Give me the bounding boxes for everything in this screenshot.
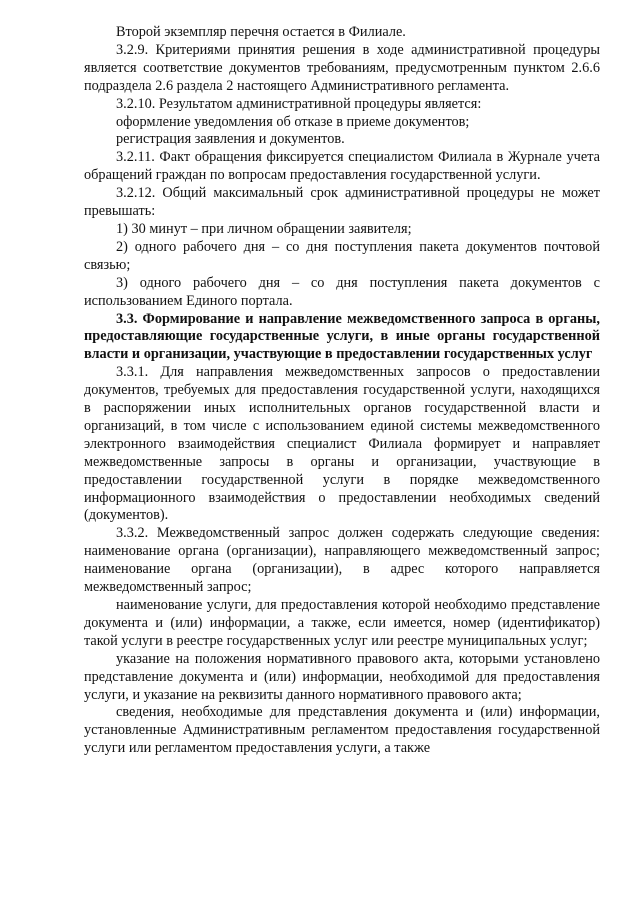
list-item-1: 1) 30 минут – при личном обращении заявителя; [116,220,412,237]
document-body [84,24,600,758]
paragraph-service-name: наименование услуги, для предоставления которой необходимо представление документа и (или) информации, а также, если имеется, номер (идентификатор) такой услуги в реестре государственных услуг или реестре муниципальных услуг; [84,597,600,649]
section-heading-3-3: 3.3. Формирование и направление межведомственного запроса в органы, предоставляющие государственные услуги, в иные органы государственной власти и организации, участвующие в предоставлении государственных услуг [84,310,600,363]
paragraph-3-2-10: 3.2.10. Результатом административной процедуры является: [116,95,482,112]
paragraph-refusal-notice: оформление уведомления об отказе в приеме документов; [116,113,470,130]
list-item-2: 2) одного рабочего дня – со дня поступления пакета документов почтовой связью; [84,238,600,273]
paragraph-3-3-1: 3.3.1. Для направления межведомственных запросов о предоставлении документов, требуемых для предоставления государственной услуги, находящихся в распоряжении иных исполнительных органов государственной власти и организаций, в том числе с использованием единой системы межведомственного электронного взаимодействия специалист Филиала формирует и направляет межведомственные запросы в органы и организации, участвующие в предоставлении государственной услуги в порядке межведомственного информационного взаимодействия о предоставлении необходимых сведений (документов). [84,364,600,524]
paragraph-3-2-12: 3.2.12. Общий максимальный срок административной процедуры не может превышать: [84,185,600,220]
paragraph-required-info: сведения, необходимые для представления документа и (или) информации, установленные Административным регламентом предоставления государственной услуги или регламентом предоставления услуги, а также [84,704,600,757]
paragraph-registration: регистрация заявления и документов. [116,131,345,148]
paragraph-3-2-9: 3.2.9. Критериями принятия решения в ходе административной процедуры является соответствие документов требованиям, предусмотренным пунктом 2.6.6 подраздела 2.6 раздела 2 настоящего Административного регламента. [84,41,600,94]
paragraph-second-copy: Второй экземпляр перечня остается в Филиале. [116,24,406,40]
paragraph-legal-act: указание на положения нормативного правового акта, которыми установлено представление документа и (или) информации, необходимой для предоставления услуги, и указание на реквизиты данного нормативного правового акта; [84,650,600,703]
paragraph-3-2-11: 3.2.11. Факт обращения фиксируется специалистом Филиала в Журнале учета обращений граждан по вопросам предоставления государственной услуги. [84,149,600,184]
paragraph-3-3-2: 3.3.2. Межведомственный запрос должен содержать следующие сведения: наименование органа (организации), направляющего межведомственный запрос; наименование органа (организации), в адрес которого направляется межведомственный запрос; [84,525,600,596]
list-item-3: 3) одного рабочего дня – со дня поступления пакета документов с использованием Единого портала. [84,274,600,309]
